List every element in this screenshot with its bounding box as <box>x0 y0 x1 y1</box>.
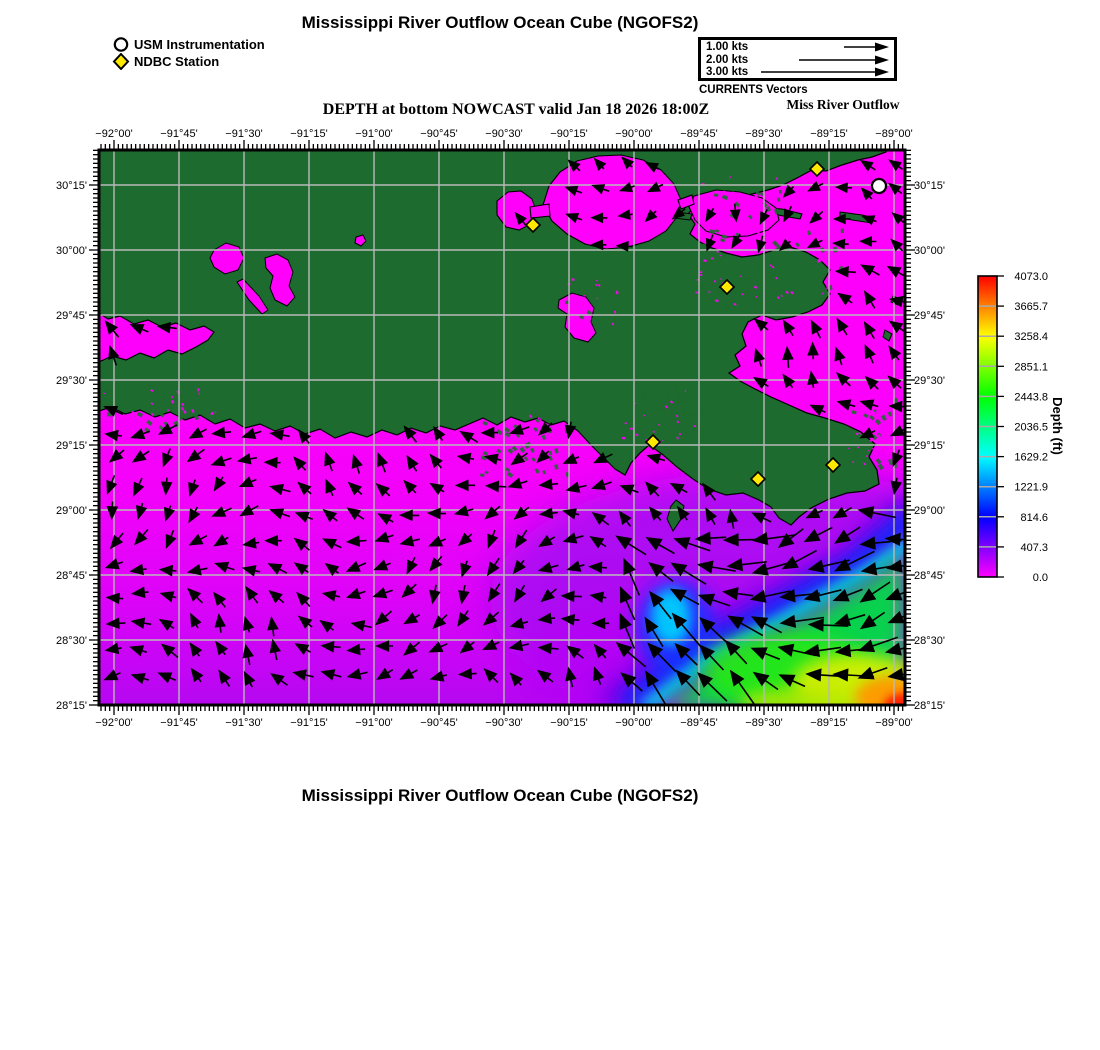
lon-tick-label: −89°15' <box>810 128 848 140</box>
colorbar-tick-label: 3665.7 <box>1014 301 1048 314</box>
lat-tick-label: 29°15' <box>914 440 945 452</box>
lat-tick-label: 30°00' <box>56 245 87 257</box>
lon-tick-label: −89°45' <box>680 128 718 140</box>
colorbar-tick-label: 2036.5 <box>1014 421 1048 434</box>
lon-tick-label: −89°15' <box>810 717 848 729</box>
lon-tick-label: −90°15' <box>550 717 588 729</box>
colorbar-tick-label: 407.3 <box>1020 541 1048 554</box>
lat-tick-label: 28°30' <box>914 635 945 647</box>
colorbar-tick-label: 0.0 <box>1032 572 1048 584</box>
usm-instrumentation-marker <box>872 179 886 193</box>
lon-tick-label: −91°00' <box>355 128 393 140</box>
lon-tick-label: −90°00' <box>615 717 653 729</box>
lon-tick-label: −91°30' <box>225 717 263 729</box>
lat-tick-label: 29°00' <box>56 505 87 517</box>
colorbar-tick-label: 2851.1 <box>1014 361 1048 374</box>
figure-title-top: Mississippi River Outflow Ocean Cube (NGOFS2) <box>301 13 699 32</box>
lon-tick-label: −90°00' <box>615 128 653 140</box>
corner-label: Miss River Outflow <box>786 97 900 112</box>
colorbar <box>978 271 1065 584</box>
colorbar-title: Depth (ft) <box>1050 397 1065 455</box>
lat-tick-label: 29°45' <box>56 310 87 322</box>
colorbar-tick-label: 3258.4 <box>1014 331 1048 344</box>
legend-usm-label: USM Instrumentation <box>134 37 265 52</box>
lon-tick-label: −91°00' <box>355 717 393 729</box>
lat-tick-label: 28°45' <box>914 570 945 582</box>
lon-tick-label: −91°15' <box>290 717 328 729</box>
lon-tick-label: −90°45' <box>420 717 458 729</box>
figure-title-bottom: Mississippi River Outflow Ocean Cube (NGOFS2) <box>301 786 699 805</box>
lat-tick-label: 29°30' <box>914 375 945 387</box>
lon-tick-label: −91°30' <box>225 128 263 140</box>
vector-scale-label: 3.00 kts <box>706 66 749 79</box>
colorbar-tick-label: 814.6 <box>1020 511 1048 524</box>
colorbar-tick-label: 2443.8 <box>1014 391 1048 404</box>
lat-tick-label: 28°15' <box>56 700 87 712</box>
vector-scale-label: 2.00 kts <box>706 53 749 66</box>
colorbar-tick-label: 1221.9 <box>1014 481 1048 494</box>
lon-tick-label: −91°45' <box>160 717 198 729</box>
colorbar-tick-label: 1629.2 <box>1014 451 1048 464</box>
lon-tick-label: −90°15' <box>550 128 588 140</box>
lat-tick-label: 30°15' <box>56 180 87 192</box>
lon-tick-label: −89°30' <box>745 717 783 729</box>
vector-scale-label: 1.00 kts <box>706 41 749 54</box>
lon-tick-label: −91°45' <box>160 128 198 140</box>
lat-tick-label: 29°00' <box>914 505 945 517</box>
lat-tick-label: 29°45' <box>914 310 945 322</box>
lon-tick-label: −91°15' <box>290 128 328 140</box>
lat-tick-label: 29°30' <box>56 375 87 387</box>
lat-tick-label: 29°15' <box>56 440 87 452</box>
colorbar-tick-label: 4073.0 <box>1014 271 1048 283</box>
lon-tick-label: −89°00' <box>875 128 913 140</box>
lon-tick-label: −90°45' <box>420 128 458 140</box>
lon-tick-label: −89°45' <box>680 717 718 729</box>
lon-tick-label: −90°30' <box>485 128 523 140</box>
lon-tick-label: −89°00' <box>875 717 913 729</box>
lat-tick-label: 30°15' <box>914 180 945 192</box>
lon-tick-label: −92°00' <box>95 717 133 729</box>
lat-tick-label: 28°30' <box>56 635 87 647</box>
lon-tick-label: −89°30' <box>745 128 783 140</box>
lon-tick-label: −90°30' <box>485 717 523 729</box>
lat-tick-label: 28°15' <box>914 700 945 712</box>
map-subtitle: DEPTH at bottom NOWCAST valid Jan 18 2026 18:00Z <box>322 101 710 118</box>
lake <box>530 204 550 218</box>
legend-ndbc-label: NDBC Station <box>134 54 220 69</box>
lon-tick-label: −92°00' <box>95 128 133 140</box>
lat-tick-label: 28°45' <box>56 570 87 582</box>
lat-tick-label: 30°00' <box>914 245 945 257</box>
currents-vectors-caption: CURRENTS Vectors <box>699 84 808 96</box>
